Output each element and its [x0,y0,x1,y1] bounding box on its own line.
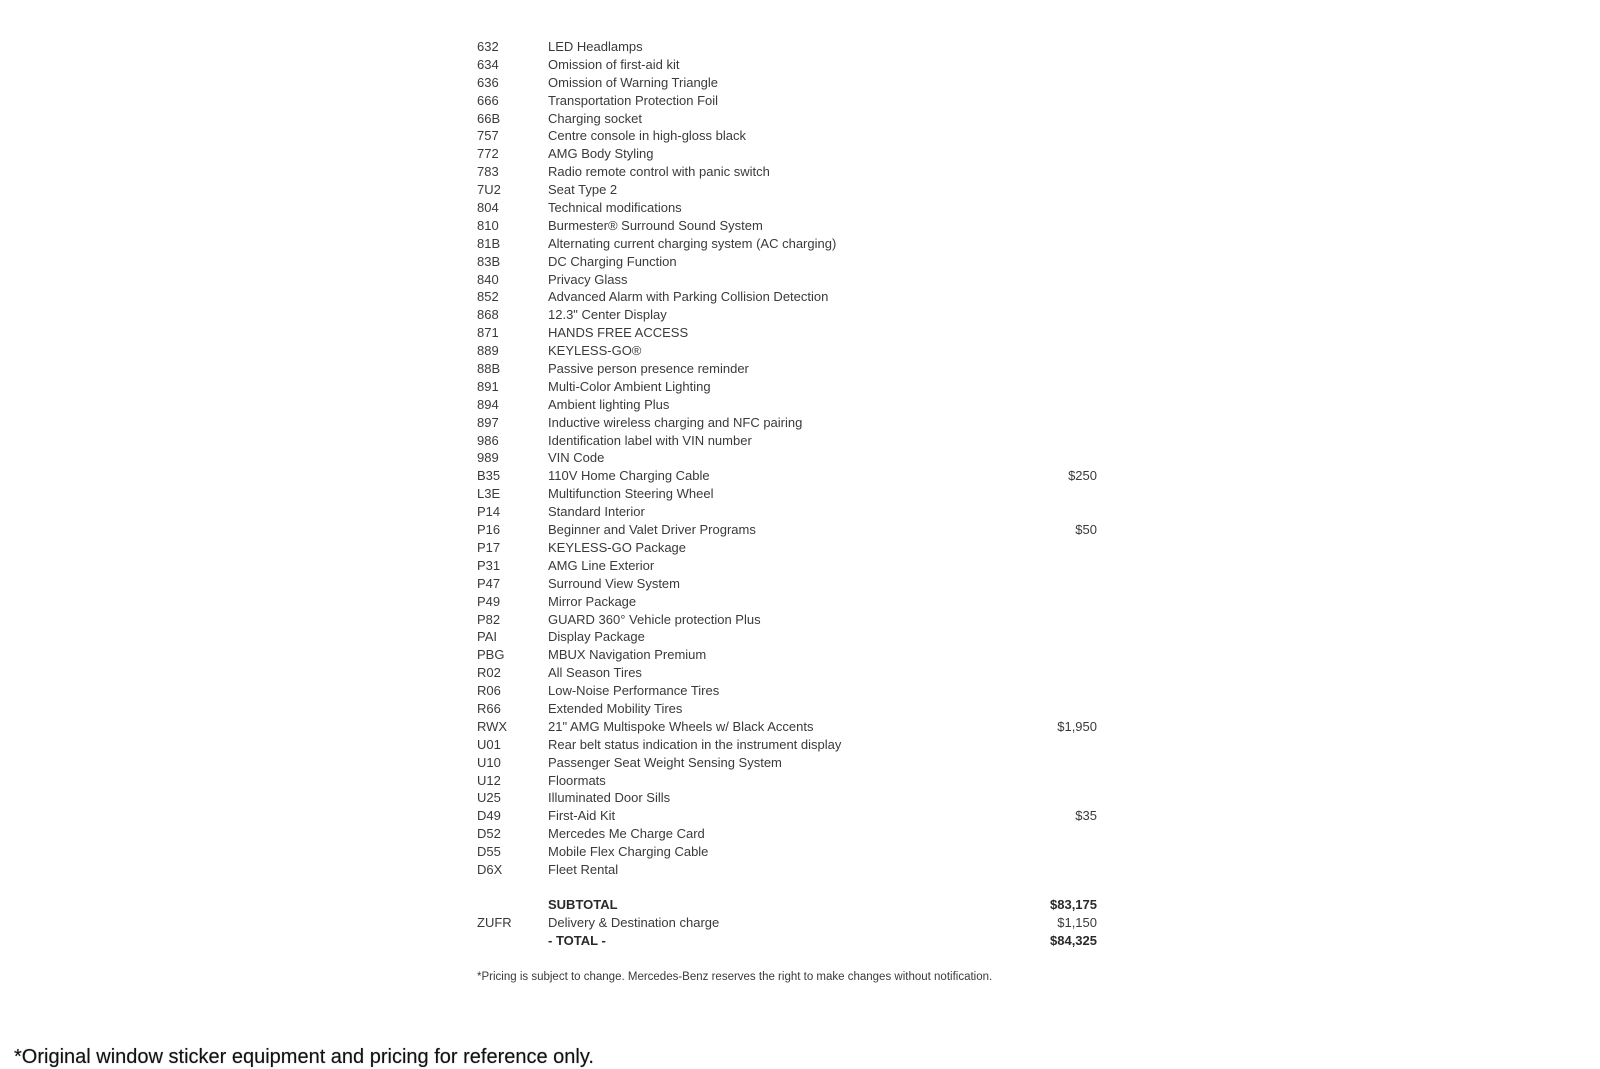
option-description: Passive person presence reminder [548,361,749,377]
option-description: AMG Body Styling [548,146,654,162]
option-price [977,127,1097,145]
option-description: KEYLESS-GO Package [548,539,687,555]
option-code: 81B [477,235,501,251]
option-code: 88B [477,361,501,377]
option-price: $250 [1068,468,1097,484]
equipment-row [477,718,1097,736]
equipment-row [477,342,1097,360]
option-code: 852 [477,289,499,305]
option-description: Mercedes Me Charge Card [548,826,705,842]
option-description: Multifunction Steering Wheel [548,486,714,502]
option-code: PAI [477,629,497,645]
option-code: R66 [477,700,501,716]
option-price [977,539,1097,557]
option-price [977,56,1097,74]
option-description: Extended Mobility Tires [548,700,683,716]
option-description: MBUX Navigation Premium [548,647,707,663]
equipment-row [477,593,1097,611]
equipment-row [477,467,1097,485]
option-price [977,736,1097,754]
equipment-row [477,306,1097,324]
option-code: 804 [477,200,499,216]
option-price [977,306,1097,324]
equipment-row [477,235,1097,253]
option-code: 772 [477,146,499,162]
option-price [977,754,1097,772]
option-description: 110V Home Charging Cable [548,468,710,484]
option-price [977,378,1097,396]
equipment-row [477,360,1097,378]
option-price [977,861,1097,879]
option-description: Rear belt status indication in the instrument display [548,736,842,752]
equipment-row [477,539,1097,557]
option-code: 783 [477,164,499,180]
equipment-row [477,664,1097,682]
option-description: Technical modifications [548,200,682,216]
equipment-row [477,145,1097,163]
option-code: PBG [477,647,505,663]
equipment-row [477,56,1097,74]
option-code: 868 [477,307,499,323]
option-price [977,74,1097,92]
total-value: $84,325 [1050,932,1097,948]
option-description: DC Charging Function [548,253,677,269]
equipment-row [477,199,1097,217]
delivery-row [477,914,1097,932]
equipment-row [477,163,1097,181]
equipment-row [477,449,1097,467]
option-description: Inductive wireless charging and NFC pairing [548,414,803,430]
option-description: GUARD 360° Vehicle protection Plus [548,611,761,627]
subtotal-label: SUBTOTAL [548,896,618,912]
equipment-row [477,843,1097,861]
option-description: AMG Line Exterior [548,557,655,573]
equipment-row [477,74,1097,92]
equipment-row [477,646,1097,664]
equipment-row [477,110,1097,128]
equipment-row [477,861,1097,879]
option-code: 634 [477,56,499,72]
equipment-row [477,736,1097,754]
equipment-row [477,485,1097,503]
option-price [977,646,1097,664]
equipment-row [477,288,1097,306]
option-description: Radio remote control with panic switch [548,164,770,180]
option-description: KEYLESS-GO® [548,343,642,359]
delivery-label: Delivery & Destination charge [548,914,720,930]
option-code: 840 [477,271,499,287]
option-description: Privacy Glass [548,271,628,287]
option-price [977,557,1097,575]
option-description: Beginner and Valet Driver Programs [548,522,756,538]
option-price [977,449,1097,467]
option-description: Burmester® Surround Sound System [548,217,763,233]
option-description: Fleet Rental [548,861,619,877]
option-description: Illuminated Door Sills [548,790,671,806]
option-code: 7U2 [477,182,501,198]
option-code: 632 [477,39,499,54]
equipment-row [477,503,1097,521]
option-code: U25 [477,790,501,806]
equipment-row [477,807,1097,825]
total-label: - TOTAL - [548,932,606,948]
option-code: U01 [477,736,501,752]
subtotal-code [477,896,548,914]
total-code [477,932,548,950]
option-code: P82 [477,611,501,627]
option-price: $1,950 [1057,718,1097,734]
option-description: VIN Code [548,450,605,466]
option-code: B35 [477,468,501,484]
option-code: P16 [477,522,501,538]
option-price [977,38,1097,56]
option-code: 894 [477,396,499,412]
equipment-row [477,628,1097,646]
subtotal-value: $83,175 [1050,896,1097,912]
option-code: D55 [477,844,501,860]
option-description: Surround View System [548,575,680,591]
option-price [977,432,1097,450]
option-code: P49 [477,593,501,609]
option-price [977,235,1097,253]
option-code: D52 [477,826,501,842]
option-code: 989 [477,450,499,466]
equipment-row [477,271,1097,289]
option-description: Seat Type 2 [548,182,618,198]
option-description: 12.3" Center Display [548,307,667,323]
option-price [977,271,1097,289]
equipment-row [477,772,1097,790]
equipment-row [477,38,1097,56]
option-price [977,217,1097,235]
option-description: Mirror Package [548,593,637,609]
option-code: U10 [477,754,501,770]
equipment-row [477,378,1097,396]
option-code: D6X [477,861,503,877]
option-description: First-Aid Kit [548,808,616,824]
option-description: Centre console in high-gloss black [548,128,746,144]
subtotal-row [477,896,1097,914]
option-code: P31 [477,557,501,573]
option-price [977,253,1097,271]
option-code: R02 [477,665,501,681]
option-price [977,181,1097,199]
option-price [977,163,1097,181]
option-description: Mobile Flex Charging Cable [548,844,709,860]
option-description: HANDS FREE ACCESS [548,325,689,341]
option-price [977,843,1097,861]
option-code: 891 [477,378,499,394]
option-description: Ambient lighting Plus [548,396,670,412]
reference-footnote: *Original window sticker equipment and pricing for reference only. [14,1046,594,1068]
equipment-row [477,396,1097,414]
option-price: $35 [1075,808,1097,824]
option-description: Omission of Warning Triangle [548,74,719,90]
option-description: Transportation Protection Foil [548,92,719,108]
option-description: 21" AMG Multispoke Wheels w/ Black Accents [548,718,814,734]
option-code: P14 [477,504,501,520]
option-code: 83B [477,253,501,269]
option-code: 889 [477,343,499,359]
equipment-row [477,92,1097,110]
option-description: Display Package [548,629,645,645]
option-description: All Season Tires [548,665,642,681]
option-price [977,414,1097,432]
option-price [977,772,1097,790]
equipment-row [477,575,1097,593]
window-sticker [477,38,1097,985]
option-code: P17 [477,539,501,555]
equipment-row [477,181,1097,199]
option-price [977,825,1097,843]
equipment-row [477,754,1097,772]
equipment-row [477,324,1097,342]
option-code: 66B [477,110,501,126]
delivery-value: $1,150 [1057,914,1097,930]
option-description: Standard Interior [548,504,645,520]
option-description: LED Headlamps [548,39,643,54]
option-description: Floormats [548,772,606,788]
option-price [977,503,1097,521]
equipment-row [477,253,1097,271]
equipment-row [477,217,1097,235]
option-description: Advanced Alarm with Parking Collision Detection [548,289,829,305]
pricing-disclaimer: *Pricing is subject to change. Mercedes-Benz reserves the right to make changes without notification. [477,970,993,983]
option-price [977,342,1097,360]
equipment-row [477,789,1097,807]
option-price [977,664,1097,682]
option-price [977,199,1097,217]
option-price [977,789,1097,807]
equipment-row [477,611,1097,629]
option-description: Identification label with VIN number [548,432,752,448]
option-description: Low-Noise Performance Tires [548,683,720,699]
option-description: Passenger Seat Weight Sensing System [548,754,782,770]
option-description: Omission of first-aid kit [548,56,680,72]
option-price [977,628,1097,646]
option-price [977,575,1097,593]
equipment-row [477,557,1097,575]
equipment-row [477,521,1097,539]
equipment-row [477,700,1097,718]
option-price: $50 [1075,522,1097,538]
delivery-code: ZUFR [477,914,512,930]
option-code: 871 [477,325,499,341]
option-code: P47 [477,575,501,591]
option-description: Alternating current charging system (AC charging) [548,235,837,251]
option-price [977,682,1097,700]
total-row [477,932,1097,950]
option-description: Charging socket [548,110,642,126]
equipment-row [477,825,1097,843]
option-code: U12 [477,772,501,788]
equipment-row [477,432,1097,450]
option-price [977,110,1097,128]
option-code: 666 [477,92,499,108]
option-price [977,611,1097,629]
equipment-list [477,38,1097,879]
option-code: L3E [477,486,501,502]
option-price [977,593,1097,611]
equipment-row [477,682,1097,700]
option-price [977,145,1097,163]
option-code: R06 [477,683,501,699]
option-price [977,92,1097,110]
equipment-row [477,127,1097,145]
option-price [977,324,1097,342]
option-price [977,700,1097,718]
option-code: 757 [477,128,499,144]
option-code: 897 [477,414,499,430]
option-code: 986 [477,432,499,448]
option-price [977,360,1097,378]
option-description: Multi-Color Ambient Lighting [548,378,711,394]
option-code: 810 [477,217,499,233]
option-code: RWX [477,718,508,734]
option-code: D49 [477,808,501,824]
option-price [977,396,1097,414]
equipment-row [477,414,1097,432]
option-price [977,485,1097,503]
option-code: 636 [477,74,499,90]
option-price [977,288,1097,306]
totals-section [477,896,1097,950]
